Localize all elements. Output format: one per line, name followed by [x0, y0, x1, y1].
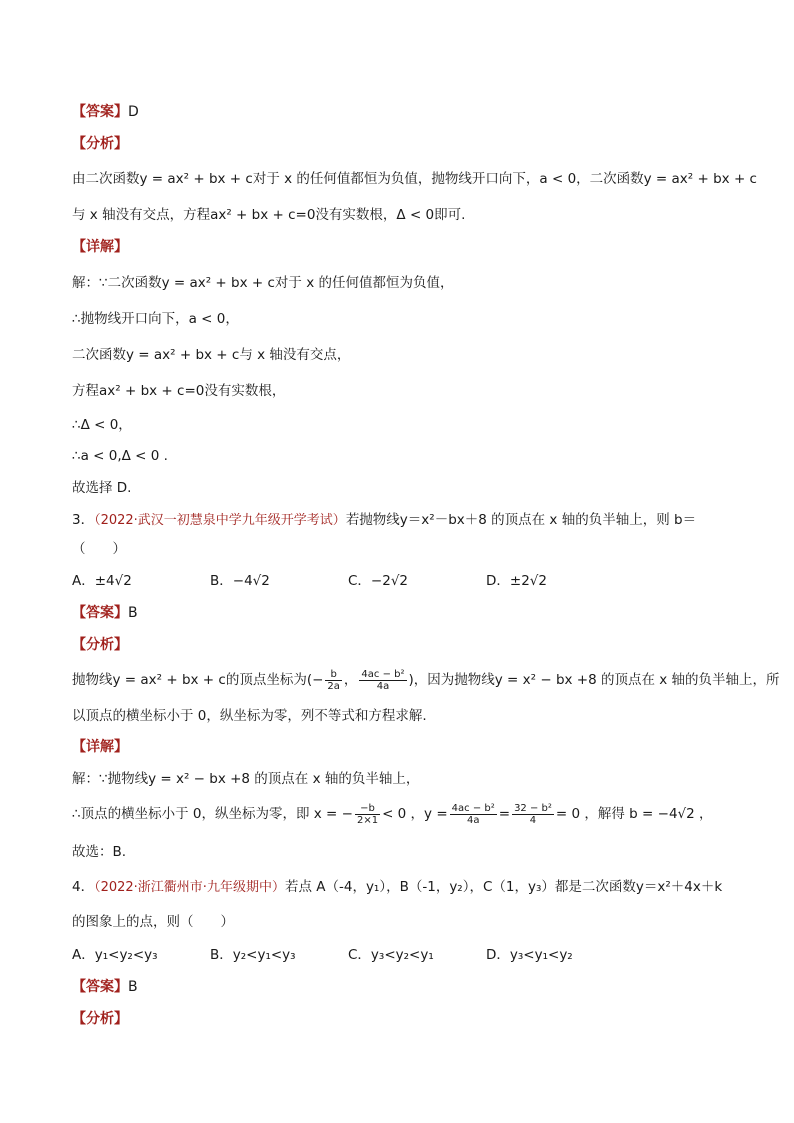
question-3-options	[72, 571, 732, 591]
fraction-denominator: 4a	[466, 814, 480, 826]
fraction	[355, 803, 380, 826]
answer-value: B	[128, 605, 138, 621]
detail-line: 故选择 D.	[72, 480, 132, 496]
option-a: A．y₁<y₂<y₃	[72, 947, 158, 963]
question-4-options	[72, 945, 732, 965]
fraction-denominator: 2a	[327, 680, 340, 692]
detail-text-segment: =	[498, 806, 511, 822]
fraction	[512, 803, 554, 826]
detail-line: ∴a < 0,Δ < 0 .	[72, 448, 168, 464]
question-stem: 若抛物线y＝x²－bx＋8 的顶点在 x 轴的负半轴上，则 b＝	[345, 512, 697, 528]
detail-heading-1	[72, 237, 734, 258]
fraction-denominator: 4a	[376, 680, 390, 692]
option-d: D．y₃<y₁<y₂	[486, 947, 573, 963]
answer-line-3	[72, 977, 734, 998]
fraction	[450, 803, 497, 826]
analysis-heading-1	[72, 134, 734, 155]
fraction-denominator: 4	[529, 814, 537, 826]
question-source: （2022·浙江衢州市·九年级期中）	[94, 880, 285, 895]
question-source: （2022·武汉一初慧泉中学九年级开学考试）	[94, 513, 346, 528]
detail-line: ∴Δ < 0，	[72, 417, 132, 433]
detail-line: 解：∵二次函数y = ax² + bx + c对于 x 的任何值都恒为负值，	[72, 275, 454, 291]
question-3-stem	[72, 510, 734, 531]
analysis-text-line: 与 x 轴没有交点，方程ax² + bx + c=0没有实数根，Δ < 0即可.	[72, 207, 466, 223]
analysis-heading-3	[72, 1009, 734, 1030]
detail-line: 故选：B.	[72, 844, 127, 860]
answer-label: 【答案】	[72, 605, 128, 621]
detail-text-segment: ∴顶点的横坐标小于 0，纵坐标为零，即 x = −	[72, 806, 353, 822]
option-b: B．−4√2	[210, 573, 270, 589]
analysis-label: 【分析】	[72, 1011, 128, 1027]
fraction-numerator: 4ac − b²	[451, 802, 495, 814]
analysis-text-segment: ，	[343, 672, 358, 688]
fraction-denominator: 2×1	[356, 814, 379, 826]
fraction	[325, 669, 342, 692]
analysis-text-line: 以顶点的横坐标小于 0，纵坐标为零，列不等式和方程求解.	[72, 708, 427, 724]
detail-label: 【详解】	[72, 739, 128, 755]
question-4-stem-cont: 的图象上的点，则（ ）	[72, 914, 234, 930]
analysis-label: 【分析】	[72, 637, 128, 653]
detail-line: 方程ax² + bx + c=0没有实数根，	[72, 383, 286, 399]
option-c: C．−2√2	[348, 573, 409, 589]
detail-line: ∴抛物线开口向下，a < 0，	[72, 311, 239, 327]
question-number: 4．	[72, 879, 95, 895]
detail-line	[72, 802, 734, 826]
question-stem: 若点 A（-4，y₁），B（-1，y₂），C（1，y₃）都是二次函数y＝x²＋4x＋k	[284, 879, 723, 895]
question-3-stem-cont: （ ）	[72, 541, 126, 557]
analysis-text-line	[72, 668, 780, 692]
answer-label: 【答案】	[72, 104, 128, 120]
detail-text-segment: = 0 ，解得 b = −4√2 ，	[555, 806, 713, 822]
answer-line-1	[72, 102, 734, 123]
question-4-stem	[72, 877, 734, 898]
answer-value: D	[128, 104, 139, 120]
answer-line-2	[72, 603, 734, 624]
analysis-label: 【分析】	[72, 136, 128, 152]
fraction-numerator: 32 − b²	[514, 802, 552, 814]
answer-label: 【答案】	[72, 979, 128, 995]
question-number: 3．	[72, 512, 95, 528]
option-c: C．y₃<y₂<y₁	[348, 947, 434, 963]
detail-text-segment: < 0 ，y =	[382, 806, 448, 822]
fraction-numerator: −b	[355, 803, 380, 815]
fraction	[359, 669, 406, 692]
analysis-text-segment: 抛物线y = ax² + bx + c的顶点坐标为(−	[72, 672, 324, 688]
option-a: A．±4√2	[72, 573, 132, 589]
analysis-text-line: 由二次函数y = ax² + bx + c对于 x 的任何值都恒为负值，抛物线开口向下，a < 0，二次函数y = ax² + bx + c	[72, 171, 757, 187]
detail-heading-2	[72, 737, 734, 758]
analysis-heading-2	[72, 635, 734, 656]
option-b: B．y₂<y₁<y₃	[210, 947, 296, 963]
fraction-numerator: 4ac − b²	[361, 668, 405, 680]
answer-value: B	[128, 979, 138, 995]
detail-line: 解：∵抛物线y = x² − bx +8 的顶点在 x 轴的负半轴上，	[72, 771, 420, 787]
option-d: D．±2√2	[486, 573, 547, 589]
detail-label: 【详解】	[72, 239, 128, 255]
analysis-text-segment: )，因为抛物线y = x² − bx +8 的顶点在 x 轴的负半轴上，所	[408, 672, 780, 688]
detail-line: 二次函数y = ax² + bx + c与 x 轴没有交点，	[72, 347, 351, 363]
fraction-numerator: b	[325, 669, 342, 681]
